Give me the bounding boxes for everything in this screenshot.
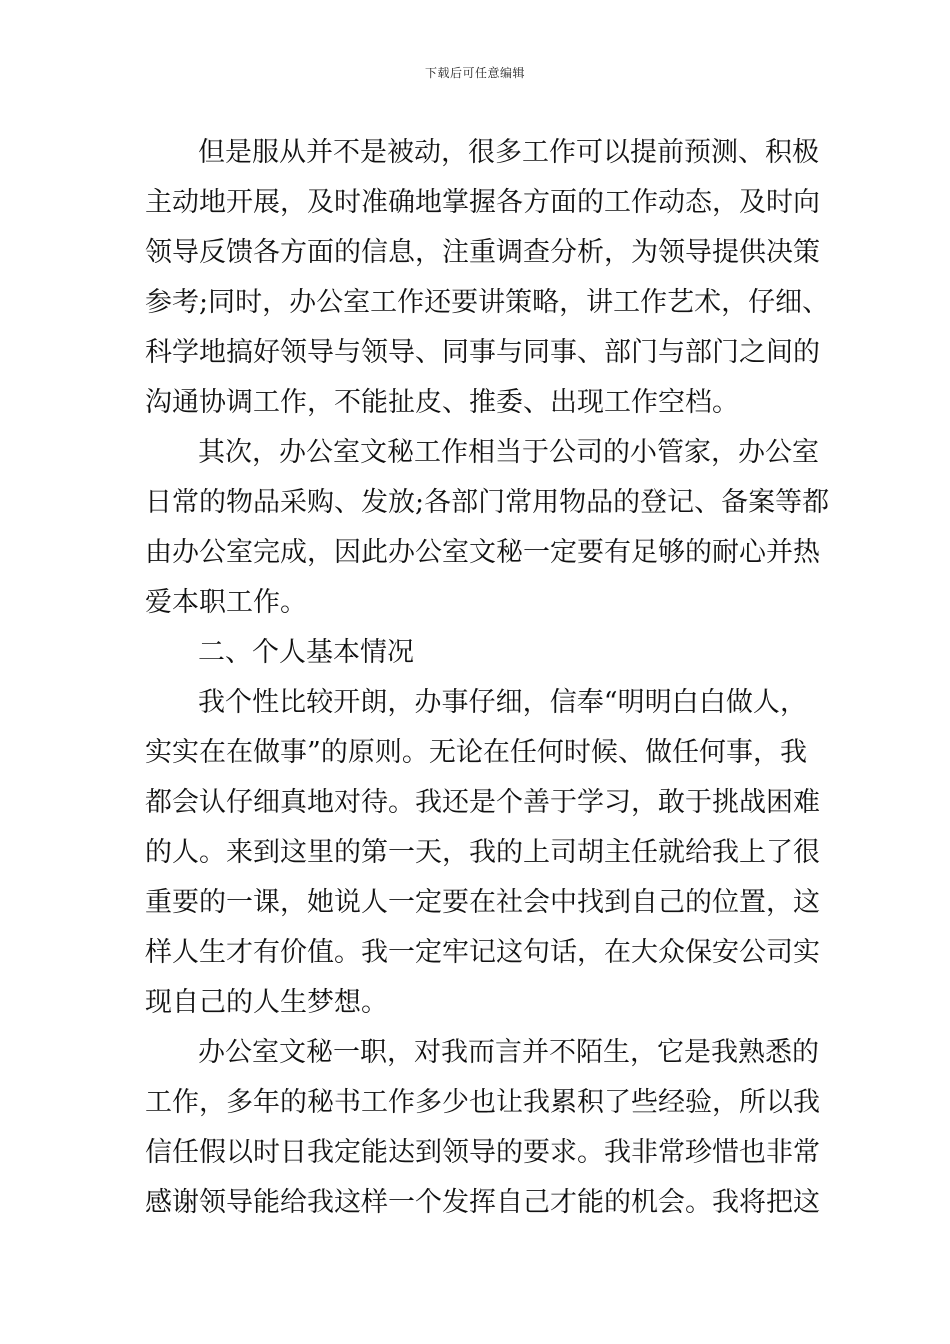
text-line: 重要的一课，她说人一定要在社会中找到自己的位置，这 (145, 887, 820, 918)
text-line: 实实在在做事”的原则。无论在任何时候、做任何事，我 (145, 737, 807, 768)
text-line: 日常的物品采购、发放;各部门常用物品的登记、备案等都 (145, 487, 830, 518)
text-line: 科学地搞好领导与领导、同事与同事、部门与部门之间的 (145, 337, 820, 368)
text-line: 样人生才有价值。我一定牢记这句话，在大众保安公司实 (145, 937, 820, 968)
text-line: 信任假以时日我定能达到领导的要求。我非常珍惜也非常 (145, 1137, 820, 1168)
text-line: 办公室文秘一职，对我而言并不陌生，它是我熟悉的 (198, 1037, 819, 1068)
text-line: 爱本职工作。 (145, 587, 307, 618)
text-line: 参考;同时，办公室工作还要讲策略，讲工作艺术，仔细、 (145, 287, 830, 318)
text-line: 领导反馈各方面的信息，注重调查分析，为领导提供决策 (145, 237, 820, 268)
text-line: 现自己的人生梦想。 (145, 987, 388, 1018)
text-line: 的人。来到这里的第一天，我的上司胡主任就给我上了很 (145, 837, 820, 868)
text-line: 我个性比较开朗，办事仔细，信奉“明明白白做人， (198, 687, 807, 718)
text-line: 其次，办公室文秘工作相当于公司的小管家，办公室 (198, 437, 819, 468)
text-line: 感谢领导能给我这样一个发挥自己才能的机会。我将把这 (145, 1187, 820, 1218)
text-line: 都会认仔细真地对待。我还是个善于学习，敢于挑战困难 (145, 787, 820, 818)
text-line: 但是服从并不是被动，很多工作可以提前预测、积极 (198, 137, 819, 168)
text-line: 二、个人基本情况 (198, 637, 414, 668)
text-line: 沟通协调工作，不能扯皮、推委、出现工作空档。 (145, 387, 739, 418)
text-line: 主动地开展，及时准确地掌握各方面的工作动态，及时向 (145, 187, 820, 218)
text-line: 由办公室完成，因此办公室文秘一定要有足够的耐心并热 (145, 537, 820, 568)
page-header: 下载后可任意编辑 (424, 66, 525, 80)
document-body (145, 128, 830, 1228)
text-line: 工作，多年的秘书工作多少也让我累积了些经验，所以我 (145, 1087, 820, 1118)
